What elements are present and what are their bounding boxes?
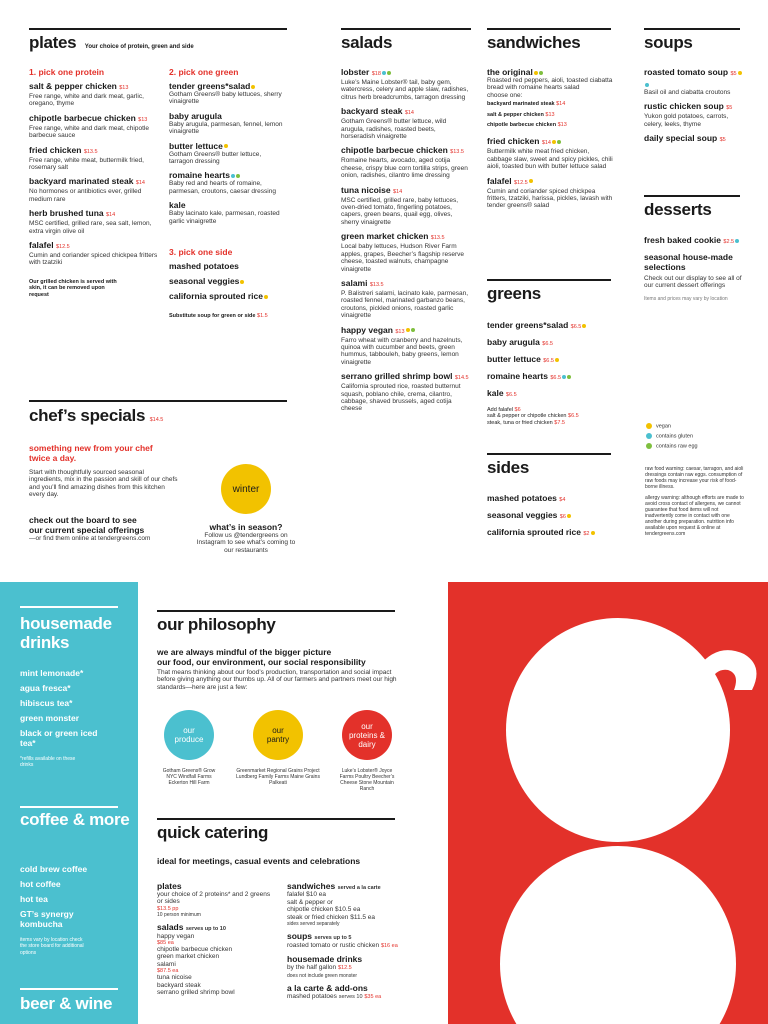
chefs-header — [29, 406, 163, 426]
catering-plates-price: $13.5 pp — [157, 905, 179, 912]
chefs-rule — [29, 400, 287, 402]
chefs-red-1: something new from your chef — [29, 443, 153, 453]
catering-sandwich: salt & pepper or — [287, 898, 333, 906]
plates-title: plates — [29, 33, 77, 52]
alacarte-item: mashed potatoes serves 10 $35 ea — [287, 993, 382, 1001]
catering-salad: backyard steak — [157, 981, 201, 989]
drinks-rule — [20, 606, 118, 608]
sides-item: mashed potatoes $4 — [487, 493, 566, 503]
substitute-note: Substitute soup for green or side $1.5 — [169, 313, 268, 320]
drinks-list — [20, 668, 100, 769]
dessert-note: Items and prices may vary by location — [644, 295, 728, 302]
drink-item: black or green iced tea* — [20, 728, 98, 748]
catering-sandwich: falafel $10 ea — [287, 891, 327, 899]
alacarte-header: a la carte & add-ons — [287, 983, 368, 994]
diet-legend — [645, 423, 698, 450]
greens-item: kale $6.5 — [487, 388, 517, 398]
philosophy-line-2: our food, our environment, our social responsibility — [157, 657, 366, 667]
catering-salad: green market chicken — [157, 953, 220, 961]
drinks-note: does not include green monster — [287, 972, 358, 979]
salads-list — [341, 67, 471, 418]
warnings — [645, 466, 745, 537]
coffee-rule — [20, 806, 118, 808]
soups-list — [644, 67, 744, 150]
philosophy-line-1: we are always mindful of the bigger picture — [157, 647, 332, 657]
protein-item: herb brushed tuna $14 MSC certified, grilled rare, sea salt, lemon, extra virgin olive oil — [29, 208, 152, 235]
greens-list — [487, 320, 617, 426]
catering-salad: serrano grilled shrimp bowl — [157, 989, 235, 997]
side-item: seasonal veggies — [169, 276, 287, 286]
catering-sandwich: steak or fried chicken $11.5 ea — [287, 913, 376, 921]
produce-circle: our produce — [164, 710, 214, 760]
falafel-sandwich: falafel $12.5 Cumin and coriander spiced chickpea fritters, tzatziki, harissa, pickles, lavash with tender greens® salad — [487, 175, 613, 210]
side-item: mashed potatoes — [169, 261, 239, 272]
beer-rule — [20, 988, 118, 990]
catering-drinks-header: housemade drinks — [287, 954, 363, 965]
salads-title: salads — [341, 33, 393, 52]
catering-salad-price: $87.5 ea — [157, 968, 179, 975]
protein-item: backyard marinated steak $14 No hormones or antibiotics ever, grilled medium rare — [29, 176, 145, 203]
chefs-desc: Start with thoughtfully sourced seasonal ingredients, mix in the passion and skill of our chefs and you’ll find amazing dishes from this kitchen every day. — [29, 469, 178, 499]
greens-title: greens — [487, 284, 541, 303]
catering-soup: roasted tomato or rustic chicken $16 ea — [287, 941, 398, 949]
sandwiches-title: sandwiches — [487, 33, 581, 52]
catering-intro: ideal for meetings, casual events and celebrations — [157, 856, 361, 866]
protein-column — [29, 67, 159, 298]
coffee-item: hot coffee — [20, 879, 61, 889]
coffee-item: GT’s synergy kombucha — [20, 909, 74, 929]
protein-item: salt & pepper chicken $13 Free range, white and dark meat, garlic, oregano, thyme — [29, 81, 144, 108]
drinks-panel — [0, 582, 138, 1024]
sides-list — [487, 493, 617, 539]
sides-rule — [487, 453, 611, 455]
fried-chicken-sandwich: fried chicken $14 Buttermilk white meat fried chicken, cabbage slaw, sweet and spicy pickles, chili aioli, toasted bun with butter lettuce salad — [487, 136, 613, 171]
chefs-body — [29, 443, 179, 542]
coffee-item: hot tea — [20, 894, 48, 904]
catering-soups-header: soups serves up to 5 — [287, 931, 352, 942]
desserts-rule — [644, 195, 740, 197]
protein-item: falafel $12.5 Cumin and coriander spiced chickpea fritters with tzatziki — [29, 240, 158, 267]
sandwiches-rule — [487, 28, 611, 30]
catering-rule — [157, 818, 395, 820]
salad-item: backyard steak $14 Gotham Greens® butter lettuce, wild arugula, radishes, roasted beets, horseradish vinaigrette — [341, 106, 447, 141]
legend-egg: contains raw egg — [645, 443, 698, 450]
plates-rule — [29, 28, 287, 30]
choice-item: chipotle barbecue chicken $13 — [487, 122, 567, 129]
salad-item: tuna nicoise $14 MSC certified, grilled rare, baby lettuces, oven-dried tomato, fingerling potatoes, capers, green beans, quail egg, olives, sherry vinaigrette — [341, 184, 459, 226]
legend-vegan: vegan — [645, 423, 698, 430]
greens-item: baby arugula $6.5 — [487, 337, 553, 347]
catering-plates-desc: your choice of 2 proteins* and 2 greens or sides — [157, 891, 271, 906]
choose-one: choose one: — [487, 91, 523, 99]
drinks-title: housemade drinks — [20, 614, 112, 652]
refill-note: *refills available on these drinks — [20, 756, 76, 769]
legend-gluten: contains gluten — [645, 433, 698, 440]
seasonal-desc: Check out our display to see all of our current dessert offerings — [644, 275, 742, 290]
catering-sandwiches-header: sandwiches served a la carte — [287, 881, 381, 891]
catering-salads-header: salads serves up to 10 — [157, 922, 226, 933]
add-protein: salt & pepper or chipotle chicken $6.5 — [487, 413, 579, 420]
philosophy-body — [157, 647, 407, 691]
drink-item: mint lemonade* — [20, 668, 84, 678]
season-question: what’s in season? — [209, 522, 283, 532]
philosophy-rule — [157, 610, 395, 612]
sides-title: sides — [487, 458, 529, 477]
seasonal-dessert: seasonal house-made selections — [644, 252, 733, 272]
step-3-label: 3. pick one side — [169, 247, 233, 258]
soup-item: roasted tomato soup $5 Basil oil and ciabatta croutons — [644, 67, 744, 96]
green-column — [169, 67, 287, 319]
philosophy-desc: That means thinking about our food’s production, transportation and social impact before giving anything our thumbs up. All of our farmers and partners meet our high standards—here are just a few: — [157, 669, 397, 691]
salad-item: happy vegan $13 Farro wheat with cranberry and hazelnuts, quinoa with cucumber and beets, green hummus, tabbouleh, baby greens, lemon vinaigrette — [341, 324, 463, 366]
sides-item: california sprouted rice $2 — [487, 527, 617, 539]
catering-plates-min: 10 person minimum — [157, 911, 201, 918]
season-info — [196, 522, 296, 554]
original-sandwich: the original — [487, 67, 613, 77]
grilled-note: Our grilled chicken is served with skin, it can be removed upon request — [29, 278, 117, 298]
produce-partners: Gotham Greens® Grow NYC Windfall Farms Eckerton Hill Farm — [162, 768, 216, 786]
coffee-item: cold brew coffee — [20, 864, 88, 874]
greens-item: tender greens*salad $6.5 — [487, 320, 617, 332]
cookie-item: fresh baked cookie $2.5 — [644, 235, 744, 247]
coffee-note: items vary by location check the store board for additional options — [20, 937, 84, 956]
chefs-title: chef’s specials — [29, 406, 146, 425]
step-1-label: 1. pick one protein — [29, 67, 105, 77]
logo-panel — [448, 582, 768, 1024]
catering-drink: by the half gallon $12.5 — [287, 964, 352, 972]
green-item: tender greens*salad Gotham Greens® baby lettuces, sherry vinaigrette — [169, 81, 282, 106]
salad-item: serrano grilled shrimp bowl $14.5 California sprouted rice, roasted butternut squash, poblano chile, crema, cilantro, cabbage, shaved brussels, aged cotija cheese — [341, 371, 469, 413]
catering-salad: salami — [157, 960, 176, 968]
choice-item: salt & pepper chicken $13 — [487, 111, 555, 118]
desserts-list — [644, 235, 744, 302]
green-item: butter lettuce Gotham Greens® butter lettuce, tarragon dressing — [169, 140, 262, 166]
coffee-list — [20, 864, 100, 956]
pantry-circle: our pantry — [253, 710, 303, 760]
desserts-title: desserts — [644, 200, 712, 219]
catering-plates-title: plates — [157, 881, 182, 891]
soup-item: rustic chicken soup $5 Yukon gold potatoes, carrots, celery, leeks, thyme — [644, 101, 733, 128]
board-line-1: check out the board to see — [29, 514, 137, 525]
salads-rule — [341, 28, 471, 30]
online-note: —or find them online at tendergreens.com — [29, 534, 151, 542]
greens-item: romaine hearts $6.5 — [487, 371, 617, 383]
season-body: Follow us @tendergreens on Instagram to see what’s coming to our restaurants — [196, 532, 296, 554]
catering-salad: tuna nicoise — [157, 974, 192, 982]
drink-item: green monster — [20, 713, 80, 723]
catering-salad-price: $85 ea — [157, 940, 174, 947]
catering-sandwich: chipotle chicken $10.5 ea — [287, 906, 361, 914]
add-steak: steak, tuna or fried chicken $7.5 — [487, 419, 565, 426]
protein-item: chipotle barbecue chicken $13 Free range, white and dark meat, chipotle barbecue sauce — [29, 112, 149, 140]
allergy-warning: allergy warning: although efforts are made to avoid cross contact of allergens, we cannot guarantee that food items will not inadvertently come in contact with one another during preparation. nutrition info available upon request & online at tendergreens.com — [645, 495, 744, 537]
raw-food-warning: raw food warning: caesar, tarragon, and aioli dressings contain raw eggs. consumption of raw foods may increase your risk of food-borne illness. — [645, 466, 744, 490]
soup-item: daily special soup $5 — [644, 133, 726, 144]
plates-header — [29, 33, 194, 53]
greens-item: butter lettuce $6.5 — [487, 354, 617, 366]
step-2-label: 2. pick one green — [169, 67, 239, 77]
green-item: baby arugula Baby arugula, parmesan, fennel, lemon vinaigrette — [169, 110, 283, 136]
pantry-partners: Greenmarket Regional Grains Project Lundberg Family Farms Maine Grains Palkeati — [236, 768, 320, 786]
catering-title: quick catering — [157, 823, 269, 842]
choice-item: backyard marinated steak $14 — [487, 101, 566, 108]
sandwiches-list — [487, 67, 613, 215]
plates-subtitle: Your choice of protein, green and side — [84, 44, 194, 50]
drink-item: agua fresca* — [20, 683, 71, 693]
green-item: romaine hearts Baby red and hearts of romaine, parmesan, croutons, caesar dressing — [169, 170, 276, 195]
salad-item: lobster $18 Luke’s Maine Lobster® tail, baby gem, watercress, celery and apple slaw, radishes, citrus herb breadcrumbs, tarragon dressing — [341, 67, 469, 101]
chefs-red-2: twice a day. — [29, 453, 77, 463]
soups-rule — [644, 28, 740, 30]
beer-title: beer & wine — [20, 994, 113, 1013]
catering-right — [287, 881, 427, 1001]
proteins-circle: our proteins & dairy — [342, 710, 392, 760]
side-item: california sprouted rice — [169, 291, 287, 301]
add-falafel: Add falafel $6 — [487, 407, 521, 413]
drink-item: hibiscus tea* — [20, 698, 73, 708]
winter-badge: winter — [221, 464, 271, 514]
original-desc: Roasted red peppers, aioli, toasted ciabatta bread with romaine hearts salad — [487, 77, 613, 92]
catering-salad: chipotle barbecue chicken — [157, 946, 233, 954]
salad-item: chipotle barbecue chicken $13.5 Romaine hearts, avocado, aged cotija cheese, crispy blue corn tortilla strips, green onion, radishes, cilantro lime dressing — [341, 145, 468, 180]
salad-item: green market chicken $13.5 Local baby lettuces, Hudson River Farm apples, grapes, Beecher’s flagship reserve cheese, toasted walnuts, champagne vinaigrette — [341, 231, 464, 273]
chefs-price: $14.5 — [149, 417, 164, 423]
proteins-partners: Luke’s Lobster® Joyce Farms Poultry Beecher’s Cheese Stone Mountain Ranch — [339, 768, 395, 792]
philosophy-title: our philosophy — [157, 615, 276, 634]
green-item: kale Baby lacinato kale, parmesan, roasted garlic vinaigrette — [169, 200, 280, 225]
sides-separately: sides served separately — [287, 921, 340, 928]
catering-salad: happy vegan — [157, 932, 195, 940]
catering-left — [157, 881, 277, 996]
sides-item: seasonal veggies $6 — [487, 510, 617, 522]
tg-logo-icon — [448, 582, 768, 1024]
salad-item: salami $13.5 P. Balistreri salami, lacinato kale, parmesan, roasted fennel, marinated garbanzo beans, croutons, pickled onions, roasted garlic vinaigrette — [341, 277, 469, 320]
greens-rule — [487, 279, 611, 281]
coffee-title: coffee & more — [20, 810, 130, 829]
board-line-2: our current special offerings — [29, 524, 145, 535]
soups-title: soups — [644, 33, 693, 52]
protein-item: fried chicken $13.5 Free range, white meat, buttermilk fried, rosemary salt — [29, 144, 144, 172]
